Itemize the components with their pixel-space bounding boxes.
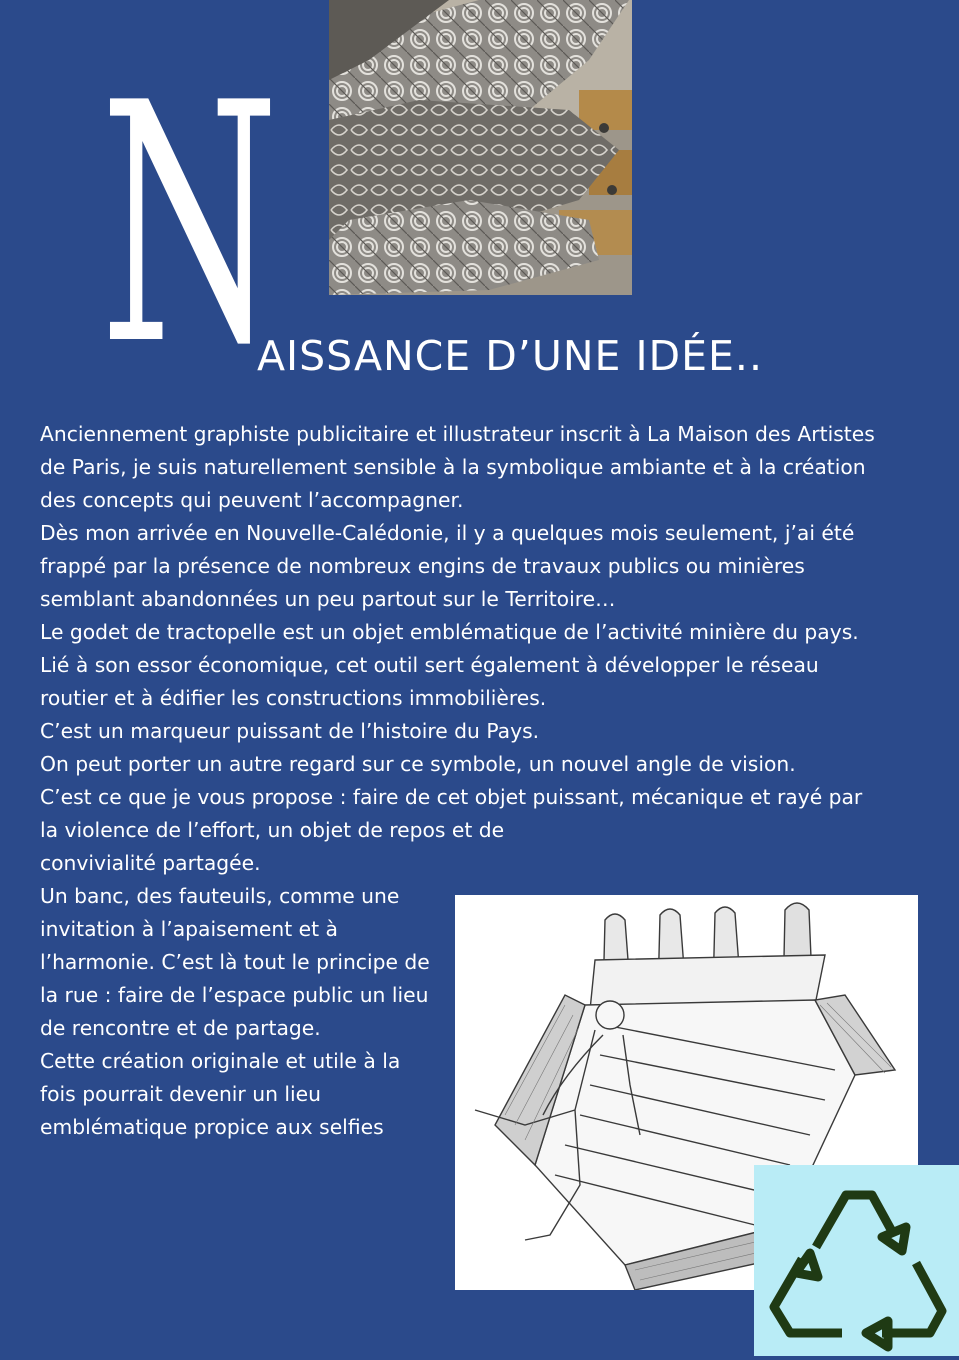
page-title: AISSANCE D’UNE IDÉE.. [257,332,763,380]
paragraph: Le godet de tractopelle est un objet emblématique de l’activité minière du pays. Lié à son essor économique, cet outil sert également à développer le réseau routier et à édifier les constructions immobilières. [40,620,859,710]
recycle-logo [754,1165,959,1356]
recycle-icon [754,1165,959,1356]
paragraph: On peut porter un autre regard sur ce symbole, un nouvel angle de vision. [40,752,796,776]
paragraph: Cette création originale et utile à la fois pourrait devenir un lieu emblématique propice aux selfies [40,1049,401,1139]
paragraph: convivialité partagée. [40,851,261,875]
paragraph: C’est ce que je vous propose : faire de cet objet puissant, mécanique et rayé par la violence de l’effort, un objet de repos et de [40,785,863,842]
paragraph: Un banc, des fauteuils, comme une invitation à l’apaisement et à l’harmonie. C’est là tout le principe de la rue : faire de l’espace public un lieu de rencontre et de partage. [40,884,430,1040]
drop-cap-letter: N [100,33,280,417]
bucket-teeth-illustration [329,0,632,295]
bucket-teeth-photo [329,0,632,295]
paragraph: Dès mon arrivée en Nouvelle-Calédonie, il y a quelques mois seulement, j’ai été frappé par la présence de nombreux engins de travaux publics ou minières semblant abandonnées un peu partout sur le Territoire… [40,521,855,611]
paragraph: Anciennement graphiste publicitaire et illustrateur inscrit à La Maison des Artistes de Paris, je suis naturellement sensible à la symbolique ambiante et à la création des concepts qui peuvent l’accompagner. [40,422,875,512]
paragraph: C’est un marqueur puissant de l’histoire du Pays. [40,719,540,743]
